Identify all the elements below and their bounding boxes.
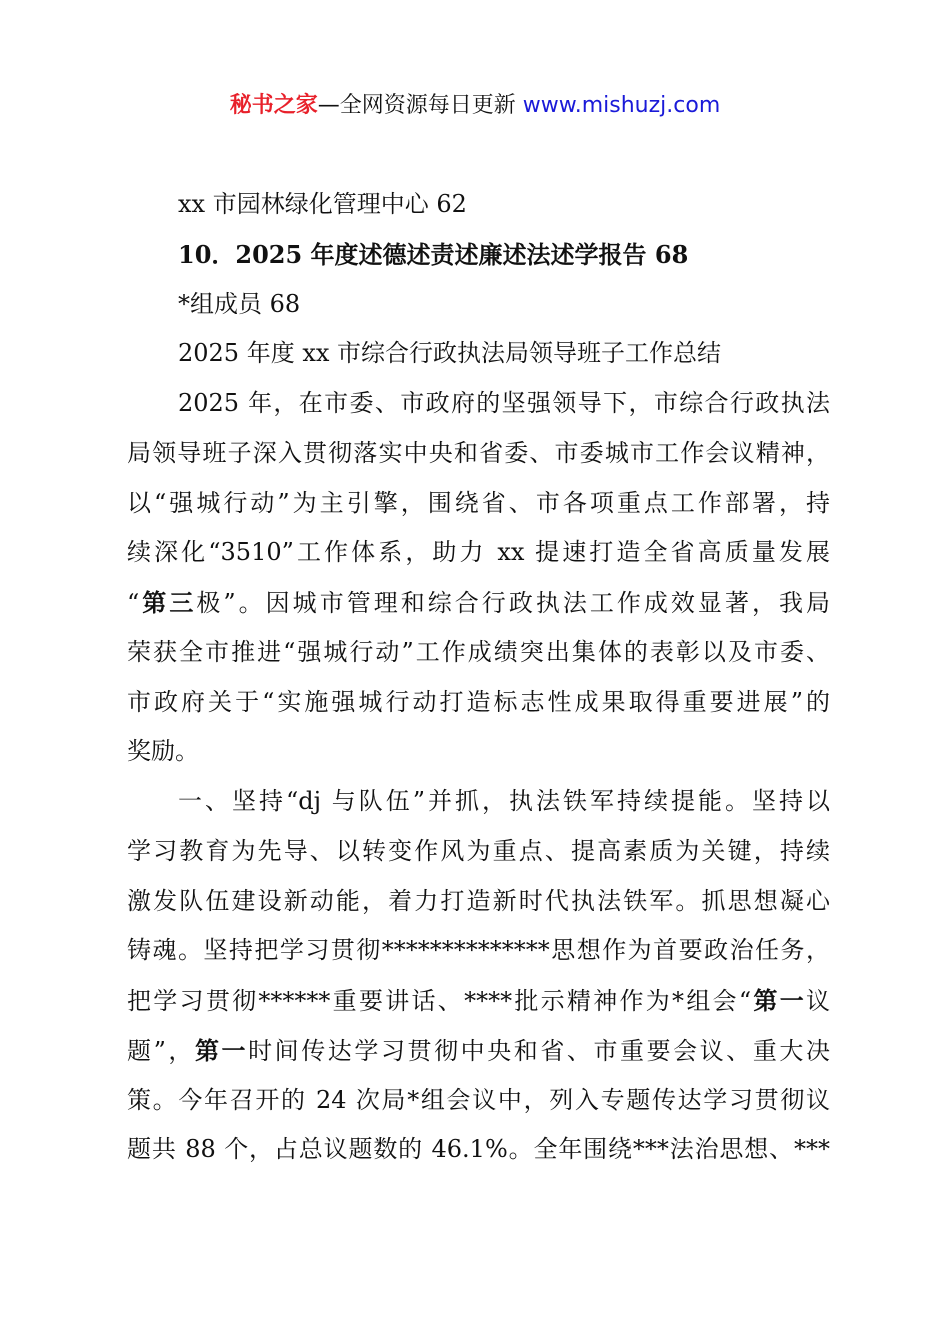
text-segment: 把学习贯彻******重要讲话、****批示精神作为*组会“ — [127, 987, 752, 1015]
toc-entry: xx 市园林绿化管理中心 62 — [178, 190, 467, 218]
brand-name: 秘书之家 — [229, 93, 318, 118]
toc-entry: *组成员 68 — [178, 289, 301, 318]
paragraph-line: 学习教育为先导、以转变作风为重点、提高素质为关键，持续 — [127, 836, 830, 865]
paragraph-line: 激发队伍建设新动能，着力打造新时代执法铁军。抓思想凝心 — [127, 886, 830, 915]
paragraph-line: 铸魂。坚持把学习贯彻**************思想作为首要政治任务， — [127, 936, 830, 965]
document-title: 2025 年度 xx 市综合行政执法局领导班子工作总结 — [178, 339, 722, 368]
paragraph-line: 奖励。 — [127, 737, 199, 766]
toc-entry-bold: 10．2025 年度述德述责述廉述法述学报告 68 — [178, 239, 689, 269]
paragraph-line — [127, 976, 830, 1026]
text-segment: 时间传达学习贯彻中央和省、市重要会议、重大决 — [248, 1036, 830, 1065]
paragraph-line: 局领导班子深入贯彻落实中央和省委、市委城市工作会议精神， — [127, 438, 830, 467]
paragraph-line: 市政府关于“实施强城行动打造标志性成果取得重要进展”的 — [127, 687, 830, 716]
paragraph-line — [127, 578, 830, 628]
paragraph-line: 题共 88 个，占总议题数的 46.1%。全年围绕***法治思想、*** — [127, 1135, 830, 1164]
bold-text: 第三 — [139, 588, 197, 617]
section-heading-line: 一、坚持“dj 与队伍”并抓，执法铁军持续提能。坚持以 — [178, 787, 830, 815]
paragraph-line: 以“强城行动”为主引擎，围绕省、市各项重点工作部署，持 — [127, 488, 830, 517]
text-segment: 题”， — [127, 1036, 195, 1065]
site-header — [0, 88, 950, 119]
paragraph-line: 策。今年召开的 24 次局*组会议中，列入专题传达学习贯彻议 — [127, 1085, 830, 1114]
document-body — [127, 180, 830, 1175]
bold-text: 第一 — [194, 1035, 249, 1065]
text-segment: 极”。因城市管理和综合行政执法工作成效显著，我局 — [196, 589, 830, 617]
paragraph-line: 2025 年，在市委、市政府的坚强领导下，市综合行政执法 — [178, 389, 830, 417]
text-segment: 议 — [806, 987, 830, 1015]
bold-text: 第一 — [751, 986, 806, 1015]
paragraph-line — [127, 1026, 830, 1076]
paragraph-line: 续深化“3510”工作体系，助力 xx 提速打造全省高质量发展 — [127, 538, 830, 567]
paragraph-line: 荣获全市推进“强城行动”工作成绩突出集体的表彰以及市委、 — [127, 637, 830, 666]
header-slogan: —全网资源每日更新 — [317, 93, 523, 118]
site-url-link[interactable]: www.mishuzj.com — [522, 93, 721, 118]
text-segment: “ — [127, 589, 140, 617]
